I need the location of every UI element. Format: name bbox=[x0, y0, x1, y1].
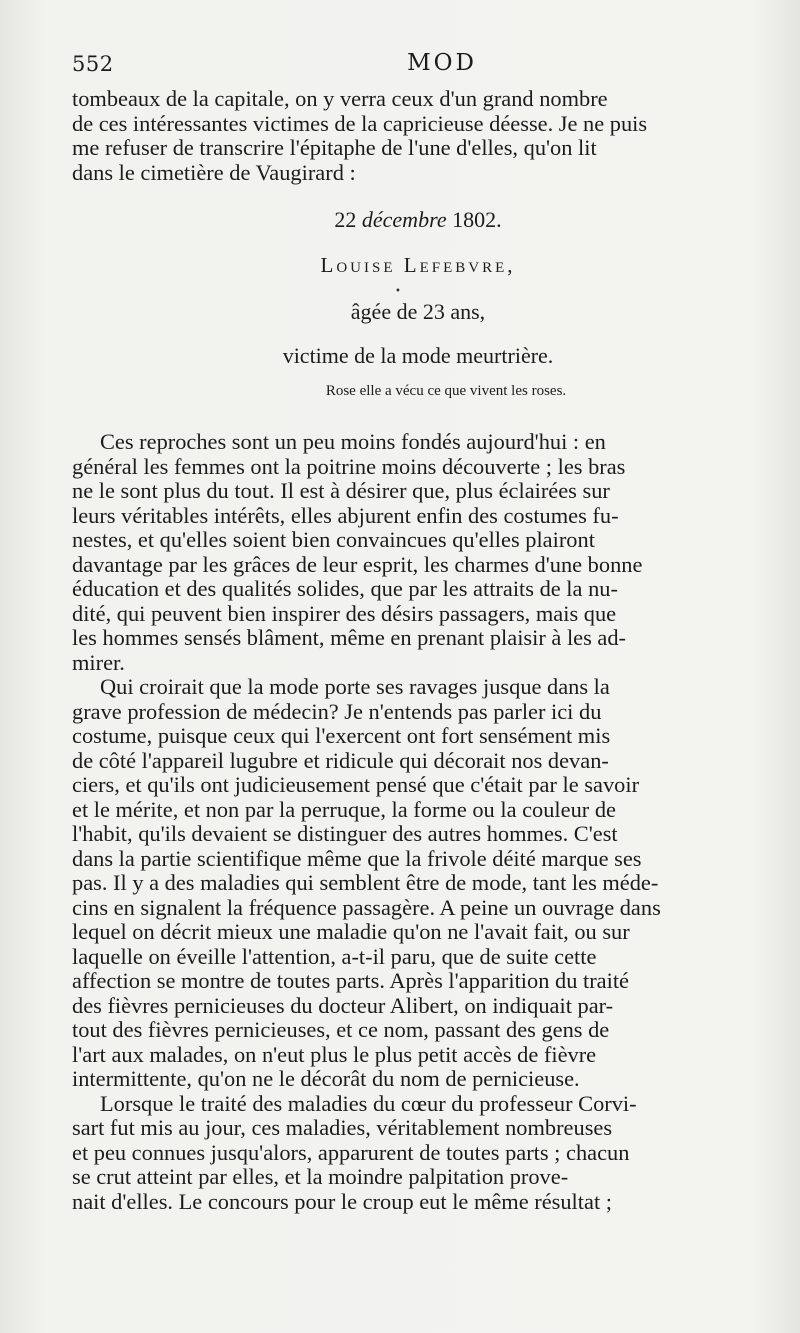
body-text bbox=[72, 430, 764, 1214]
epitaph-date-day: 22 bbox=[334, 207, 362, 232]
epitaph-name: Louise Lefebvre, bbox=[320, 253, 516, 277]
running-head: MOD bbox=[407, 50, 477, 76]
epitaph-victim-line: victime de la mode meurtrière. bbox=[282, 343, 554, 368]
paragraph-medical-fashion: Qui croirait que la mode porte ses ravages jusque dans la grave profession de médecin? Je n'entends pas parler ici du costume, puisque ceux qui l'exercent ont fort sensément mis de côté l'appareil lugubre et ridicule qui décorait nos devan- ciers, et qu'ils ont judicieusement pensé que c'était par le savoir et le mérite, et non par la perruque, la forme ou la couleur de l'habit, qu'ils devaient se distinguer des autres hommes. C'est dans la partie scientifique même que la frivole déité marque ses pas. Il y a des maladies qui semblent être de mode, tant les méde- cins en signalent la fréquence passagère. A peine un ouvrage dans lequel on décrit mieux une maladie qu'on ne l'avait fait, ou sur laquelle on éveille l'attention, a-t-il paru, que de suite cette affection se montre de toutes parts. Après l'apparition du traité des fièvres pernicieuses du docteur Alibert, on indiquait par- tout des fièvres pernicieuses, et ce nom, passant des gens de l'art aux malades, on n'eut plus le plus petit accès de fièvre intermittente, qu'on ne le décorât du nom de pernicieuse. bbox=[72, 674, 661, 1091]
epitaph-age: âgée de 23 ans, bbox=[350, 299, 486, 324]
paragraph-heart-diseases: Lorsque le traité des maladies du cœur du professeur Corvi- sart fut mis au jour, ces maladies, véritablement nombreuses et peu connues jusqu'alors, apparurent de toutes parts ; chacun se crut atteint par elles, et la moindre palpitation prove- nait d'elles. Le concours pour le croup eut le même résultat ; bbox=[72, 1090, 637, 1214]
page-number: 552 bbox=[72, 52, 114, 76]
page-header bbox=[72, 52, 772, 82]
epitaph-date bbox=[72, 207, 764, 233]
epitaph-date-year: 1802. bbox=[446, 207, 502, 232]
ink-speck: • bbox=[395, 286, 401, 297]
epitaph-verse: Rose elle a vécu ce que vivent les roses. bbox=[325, 383, 567, 399]
intro-paragraph: tombeaux de la capitale, on y verra ceux d'un grand nombre de ces intéressantes victimes de la capricieuse déesse. Je ne puis me refuser de transcrire l'épitaphe de l'une d'elles, qu'on lit dans le cimetière de Vaugirard : bbox=[72, 86, 648, 185]
paragraph-fashion-reproaches: Ces reproches sont un peu moins fondés aujourd'hui : en général les femmes ont la poitrine moins découverte ; les bras ne le sont plus du tout. Il est à désirer que, plus éclairées sur leurs véritables intérêts, elles abjurent enfin des costumes fu- nestes, et qu'elles soient bien convaincues qu'elles plairont davantage par les grâces de leur esprit, les charmes d'une bonne éducation et des qualités solides, que par les attraits de la nu- dité, qui peuvent bien inspirer des désirs passagers, mais que les hommes sensés blâment, même en prenant plaisir à les ad- mirer. bbox=[72, 429, 643, 675]
epitaph-date-month: décembre bbox=[361, 207, 447, 232]
intro-paragraph-block bbox=[72, 87, 764, 185]
